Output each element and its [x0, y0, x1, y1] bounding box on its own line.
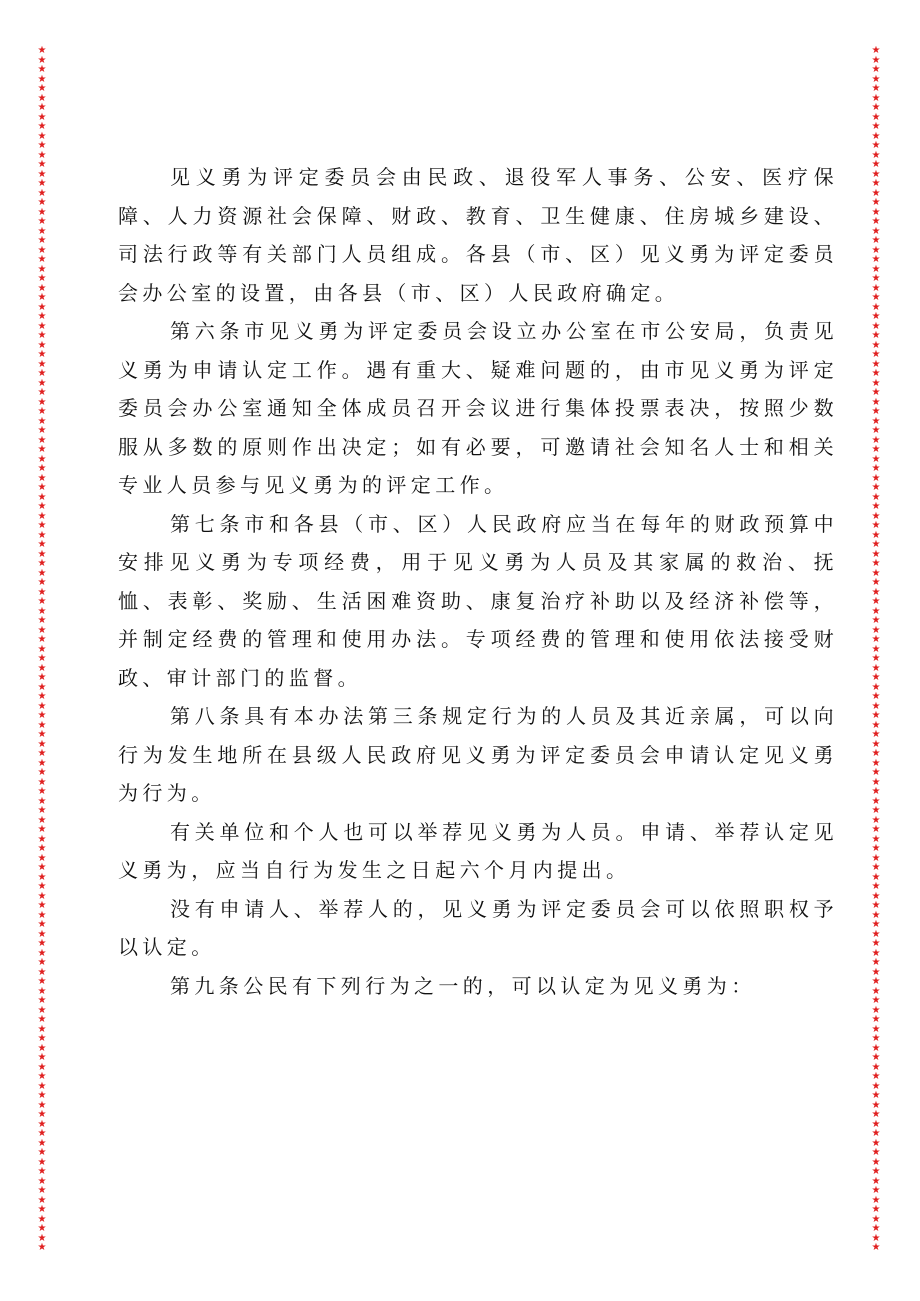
left-star-border: ★ ★ ★ ★ ★ ★ ★ ★ ★ ★ ★ ★ ★ ★ ★ ★ ★ ★ ★ ★ ★ ★ ★ ★ ★ ★ ★ ★ ★ ★ ★ ★ ★ ★ ★ ★ ★ ★ ★ ★ ★ ★ ★ ★ ★ ★ ★ ★ ★ ★ ★ ★ ★ ★ ★ ★ ★ ★ ★ ★ ★ ★ ★ ★ ★ ★ ★ ★ ★ ★ ★ ★ ★ ★ ★ ★ ★ ★ ★ ★ ★ ★ ★ ★ ★ ★ ★ ★ ★ ★ ★ ★ ★ ★ ★ ★ ★ ★ ★ ★ ★ ★ ★ ★ ★ ★ ★ ★ ★ ★ ★ ★ ★ ★ ★ ★ ★ ★ ★ ★ ★ ★ ★ ★ ★ ★ ★ — [37, 46, 47, 1252]
paragraph-recommendation: 有关单位和个人也可以举荐见义勇为人员。申请、举荐认定见义勇为，应当自行为发生之日起六个月内提出。 — [118, 819, 838, 882]
paragraph-article-8: 第八条具有本办法第三条规定行为的人员及其近亲属，可以向行为发生地所在县级人民政府见义勇为评定委员会申请认定见义勇为行为。 — [118, 704, 838, 805]
paragraph-committee-composition: 见义勇为评定委员会由民政、退役军人事务、公安、医疗保障、人力资源社会保障、财政、教育、卫生健康、住房城乡建设、司法行政等有关部门人员组成。各县（市、区）见义勇为评定委员会办公室的设置，由各县（市、区）人民政府确定。 — [118, 165, 838, 305]
paragraph-ex-officio: 没有申请人、举荐人的，见义勇为评定委员会可以依照职权予以认定。 — [118, 896, 838, 959]
right-star-border: ★ ★ ★ ★ ★ ★ ★ ★ ★ ★ ★ ★ ★ ★ ★ ★ ★ ★ ★ ★ ★ ★ ★ ★ ★ ★ ★ ★ ★ ★ ★ ★ ★ ★ ★ ★ ★ ★ ★ ★ ★ ★ ★ ★ ★ ★ ★ ★ ★ ★ ★ ★ ★ ★ ★ ★ ★ ★ ★ ★ ★ ★ ★ ★ ★ ★ ★ ★ ★ ★ ★ ★ ★ ★ ★ ★ ★ ★ ★ ★ ★ ★ ★ ★ ★ ★ ★ ★ ★ ★ ★ ★ ★ ★ ★ ★ ★ ★ ★ ★ ★ ★ ★ ★ ★ ★ ★ ★ ★ ★ ★ ★ ★ ★ ★ ★ ★ ★ ★ ★ ★ ★ ★ ★ ★ ★ ★ — [871, 46, 881, 1252]
paragraph-article-7: 第七条市和各县（市、区）人民政府应当在每年的财政预算中安排见义勇为专项经费，用于见义勇为人员及其家属的救治、抚恤、表彰、奖励、生活困难资助、康复治疗补助以及经济补偿等，并制定经费的管理和使用办法。专项经费的管理和使用依法接受财政、审计部门的监督。 — [118, 511, 838, 690]
document-body — [118, 158, 838, 1005]
paragraph-article-9: 第九条公民有下列行为之一的，可以认定为见义勇为： — [170, 973, 756, 998]
paragraph-article-6: 第六条市见义勇为评定委员会设立办公室在市公安局，负责见义勇为申请认定工作。遇有重大、疑难问题的，由市见义勇为评定委员会办公室通知全体成员召开会议进行集体投票表决，按照少数服从多数的原则作出决定；如有必要，可邀请社会知名人士和相关专业人员参与见义勇为的评定工作。 — [118, 319, 838, 497]
